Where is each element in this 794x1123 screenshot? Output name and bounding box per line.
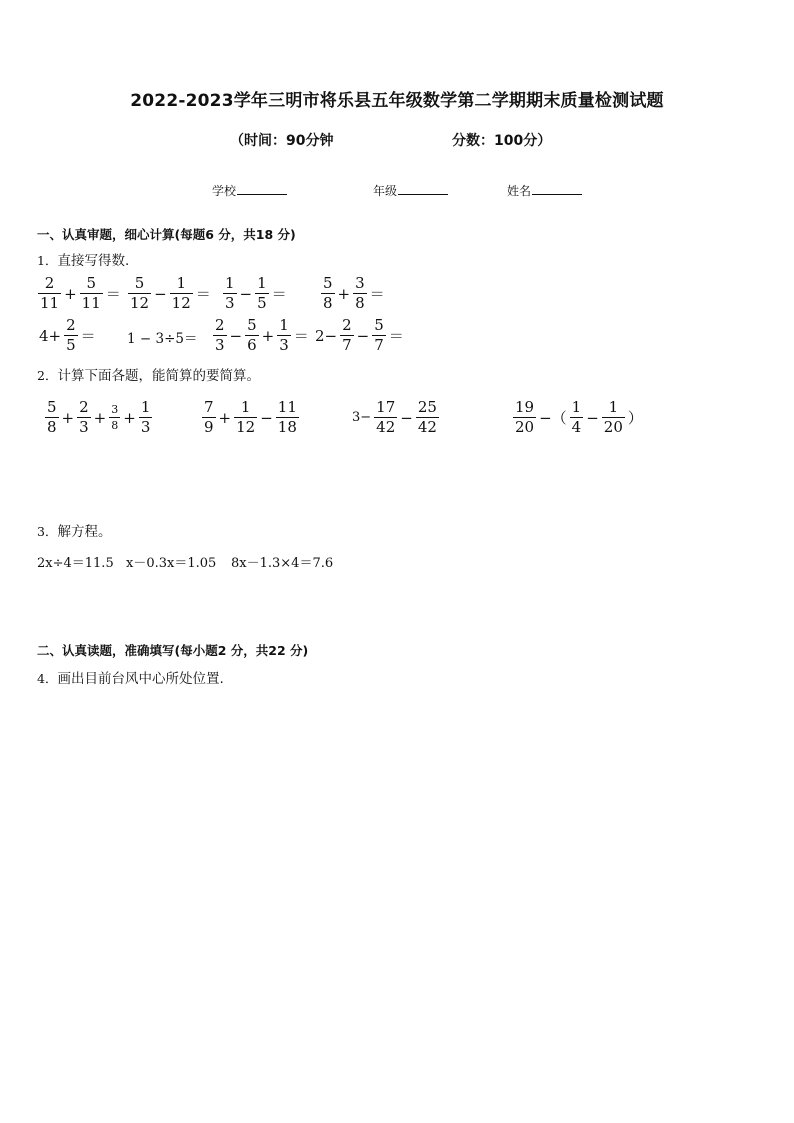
- numerator: 1: [257, 274, 267, 292]
- question-1: [37, 249, 129, 269]
- fraction: [77, 400, 91, 435]
- operator: ＝: [293, 327, 309, 345]
- denominator: 3: [215, 336, 225, 354]
- denominator: 7: [374, 336, 384, 354]
- numerator: 1: [140, 398, 151, 416]
- question-number: 3．: [37, 524, 58, 539]
- name-field[interactable]: [507, 182, 582, 199]
- operator: −: [260, 408, 273, 427]
- numerator: 5: [323, 274, 333, 292]
- expr-2d: [313, 318, 406, 353]
- numerator: 3: [355, 274, 365, 292]
- denominator: 11: [81, 294, 101, 312]
- operator: 4+: [39, 326, 62, 345]
- fraction: [80, 276, 103, 311]
- question-2: [37, 364, 260, 384]
- operator: +: [123, 408, 136, 427]
- numerator: 11: [277, 398, 297, 416]
- operator: +: [93, 408, 107, 427]
- expr-1c: [222, 276, 289, 311]
- denominator: 4: [571, 418, 582, 436]
- numerator: 5: [247, 316, 257, 334]
- section-1-heading: 一、认真审题，细心计算(每题6 分，共18 分): [37, 227, 296, 242]
- question-text: 计算下面各题，能简算的要简算。: [57, 368, 260, 384]
- denominator: 8: [47, 418, 57, 436]
- numerator: 1: [608, 398, 619, 416]
- fraction: [170, 276, 193, 311]
- fraction: [202, 400, 216, 435]
- denominator: 12: [171, 294, 191, 312]
- numerator: 19: [515, 398, 535, 416]
- school-blank[interactable]: [237, 182, 287, 195]
- grade-blank[interactable]: [398, 182, 448, 195]
- equation-3: 8x－1.3×4＝7.6: [231, 556, 334, 571]
- denominator: 6: [247, 336, 257, 354]
- numerator: 7: [204, 398, 214, 416]
- expression-text: 1 − 3÷5＝: [127, 331, 198, 347]
- expr-2a: [37, 318, 98, 353]
- denominator: 3: [79, 418, 89, 436]
- expr-1d: [320, 276, 387, 311]
- operator: ＝: [105, 285, 121, 303]
- equation-2: x－0.3x＝1.05: [126, 556, 217, 571]
- fraction: [255, 276, 269, 311]
- calc-1: [44, 400, 153, 435]
- denominator: 12: [130, 294, 150, 312]
- fraction: [353, 276, 367, 311]
- expr-2c: [212, 318, 311, 353]
- denominator: 42: [376, 418, 396, 436]
- fraction: [234, 400, 257, 435]
- school-field[interactable]: [212, 182, 287, 199]
- total-score: 分数：100分）: [452, 133, 552, 149]
- fraction: [374, 400, 397, 435]
- denominator: 9: [204, 418, 214, 436]
- denominator: 7: [342, 336, 352, 354]
- question-text: 直接写得数.: [57, 253, 130, 269]
- expr-1b: [127, 276, 213, 311]
- numerator: 17: [376, 398, 396, 416]
- numerator: 2: [44, 274, 55, 292]
- denominator: 20: [515, 418, 535, 436]
- name-blank[interactable]: [532, 182, 582, 195]
- fraction: [602, 400, 625, 435]
- fraction: [128, 276, 151, 311]
- operator: ＝: [388, 327, 404, 345]
- operator: ＝: [369, 285, 385, 303]
- operator: ＝: [195, 285, 211, 303]
- time-limit: （时间：90分钟: [230, 133, 334, 149]
- fraction: [213, 318, 227, 353]
- fraction: [340, 318, 354, 353]
- operator: +: [61, 408, 75, 427]
- calc-3: [350, 400, 440, 435]
- numerator: 5: [86, 274, 96, 292]
- operator: −: [586, 408, 599, 427]
- expr-1a: [37, 276, 123, 311]
- numerator: 1: [240, 398, 251, 416]
- question-text: 解方程。: [57, 524, 112, 540]
- question-number: 1．: [37, 253, 58, 268]
- operator: 3−: [352, 410, 372, 425]
- numerator: 2: [215, 316, 225, 334]
- fraction: [276, 400, 299, 435]
- denominator: 12: [236, 418, 256, 436]
- numerator: 1: [176, 274, 186, 292]
- page-title: 2022-2023学年三明市将乐县五年级数学第二学期期末质量检测试题: [130, 91, 664, 111]
- numerator: 5: [374, 316, 384, 334]
- calc-2: [201, 400, 300, 435]
- question-number: 4．: [37, 671, 58, 686]
- question-3: [37, 520, 111, 540]
- denominator: 3: [279, 336, 289, 354]
- grade-field[interactable]: [373, 182, 448, 199]
- denominator: 20: [603, 418, 623, 436]
- operator: −: [356, 326, 370, 345]
- operator: −（: [539, 409, 567, 427]
- name-label: 姓名: [507, 184, 532, 198]
- calc-4: [512, 400, 645, 435]
- fraction: [321, 276, 335, 311]
- grade-label: 年级: [373, 184, 398, 198]
- expr-2b: [127, 327, 197, 347]
- operator: −: [154, 284, 167, 303]
- denominator: 3: [225, 294, 235, 312]
- numerator: 2: [342, 316, 352, 334]
- operator: ）: [627, 409, 643, 427]
- operator: ＝: [80, 327, 96, 345]
- section-2-heading: 二、认真读题，准确填写(每小题2 分，共22 分): [37, 643, 309, 658]
- fraction: [38, 276, 61, 311]
- question-text: 画出目前台风中心所处位置.: [57, 671, 224, 687]
- denominator: 18: [277, 418, 297, 436]
- denominator: 11: [40, 294, 60, 312]
- operator: 2−: [315, 326, 338, 345]
- numerator: 2: [79, 398, 89, 416]
- operator: +: [261, 326, 275, 345]
- fraction: [372, 318, 386, 353]
- denominator: 3: [140, 418, 151, 436]
- fraction: [513, 400, 536, 435]
- numerator: 3: [111, 403, 119, 416]
- numerator: 1: [571, 398, 582, 416]
- question-4: [37, 667, 224, 687]
- school-label: 学校: [212, 184, 237, 198]
- numerator: 25: [417, 398, 437, 416]
- numerator: 5: [134, 274, 145, 292]
- operator: +: [64, 284, 77, 303]
- denominator: 5: [66, 336, 76, 354]
- numerator: 1: [225, 274, 235, 292]
- fraction: [45, 400, 59, 435]
- numerator: 5: [47, 398, 57, 416]
- denominator: 8: [355, 294, 365, 312]
- fraction: [245, 318, 259, 353]
- operator: −: [239, 284, 253, 303]
- fraction: [416, 400, 439, 435]
- fraction: [139, 400, 153, 435]
- denominator: 8: [323, 294, 333, 312]
- numerator: 2: [66, 316, 76, 334]
- operator: +: [218, 408, 232, 427]
- fraction: [277, 318, 291, 353]
- operator: +: [337, 284, 351, 303]
- fraction: [109, 404, 120, 431]
- denominator: 42: [417, 418, 437, 436]
- fraction: [64, 318, 78, 353]
- equation-1: 2x÷4＝11.5: [37, 556, 114, 571]
- operator: −: [400, 408, 413, 427]
- question-number: 2．: [37, 368, 58, 383]
- operator: −: [229, 326, 243, 345]
- operator: ＝: [271, 285, 287, 303]
- fraction: [223, 276, 237, 311]
- denominator: 8: [111, 419, 119, 432]
- fraction: [570, 400, 584, 435]
- denominator: 5: [257, 294, 267, 312]
- numerator: 1: [279, 316, 289, 334]
